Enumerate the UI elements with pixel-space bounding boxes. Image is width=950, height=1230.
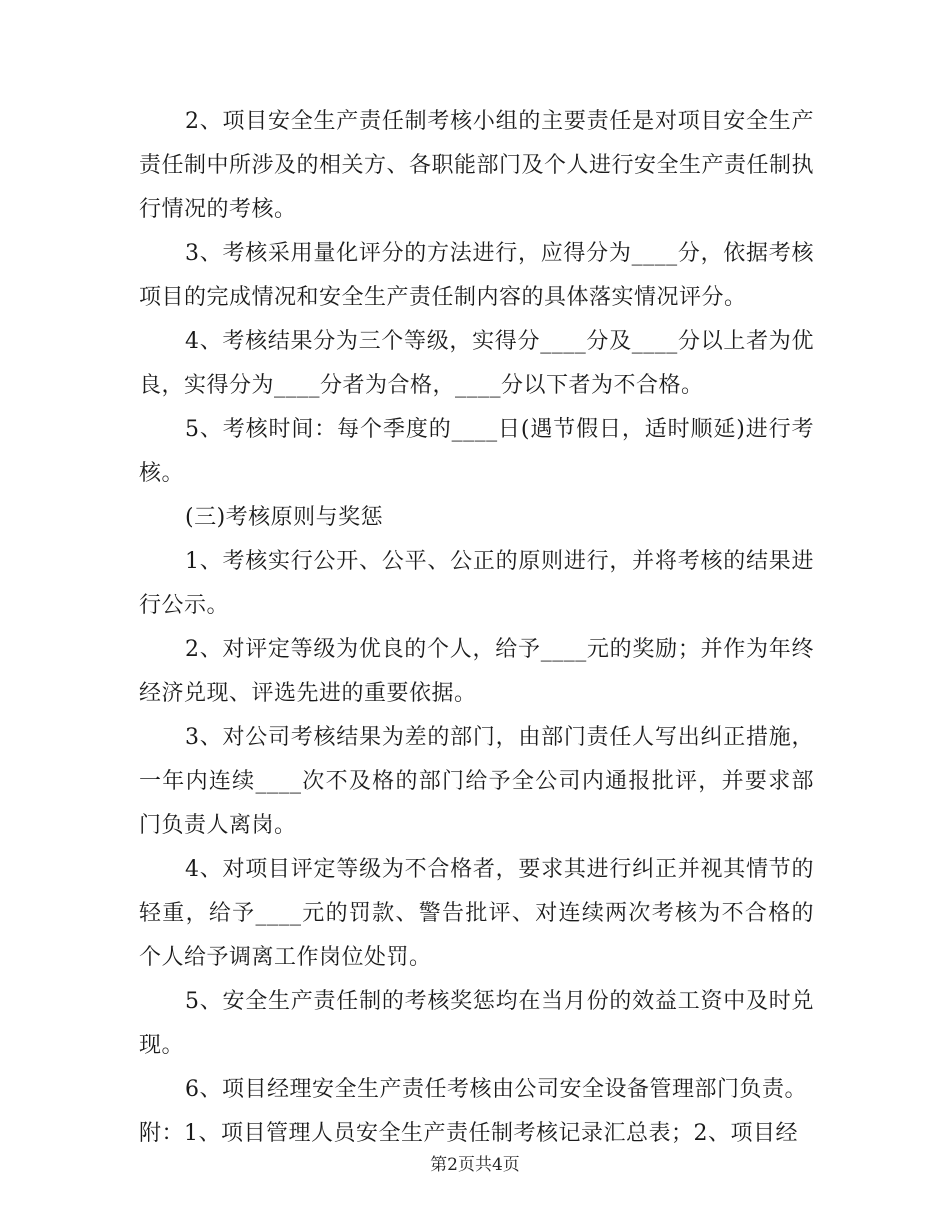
paragraph: 5、考核时间：每个季度的____日(遇节假日，适时顺延)进行考核。 <box>139 417 814 486</box>
document-body <box>139 100 814 1156</box>
paragraph: 6、项目经理安全生产责任考核由公司安全设备管理部门负责。 <box>185 1077 807 1102</box>
paragraph: 1、考核实行公开、公平、公正的原则进行，并将考核的结果进行公示。 <box>139 549 814 618</box>
page-number-footer: 第2页共4页 <box>430 1155 520 1175</box>
paragraph: 5、安全生产责任制的考核奖惩均在当月份的效益工资中及时兑现。 <box>139 989 814 1058</box>
appendix-line: 附：1、项目管理人员安全生产责任制考核记录汇总表；2、项目经 <box>139 1121 798 1146</box>
paragraph: 4、对项目评定等级为不合格者，要求其进行纠正并视其情节的轻重，给予____元的罚款、警告批评、对连续两次考核为不合格的个人给予调离工作岗位处罚。 <box>139 857 814 970</box>
paragraph: 3、对公司考核结果为差的部门，由部门责任人写出纠正措施，一年内连续____次不及格的部门给予全公司内通报批评，并要求部门负责人离岗。 <box>139 725 814 838</box>
paragraph: 2、对评定等级为优良的个人，给予____元的奖励；并作为年终经济兑现、评选先进的重要依据。 <box>139 637 814 706</box>
section-heading: (三)考核原则与奖惩 <box>185 505 384 530</box>
paragraph: 4、考核结果分为三个等级，实得分____分及____分以上者为优良，实得分为____分者为合格，____分以下者为不合格。 <box>139 329 814 398</box>
paragraph: 3、考核采用量化评分的方法进行，应得分为____分，依据考核项目的完成情况和安全生产责任制内容的具体落实情况评分。 <box>139 241 814 310</box>
paragraph: 2、项目安全生产责任制考核小组的主要责任是对项目安全生产责任制中所涉及的相关方、各职能部门及个人进行安全生产责任制执行情况的考核。 <box>139 109 815 222</box>
